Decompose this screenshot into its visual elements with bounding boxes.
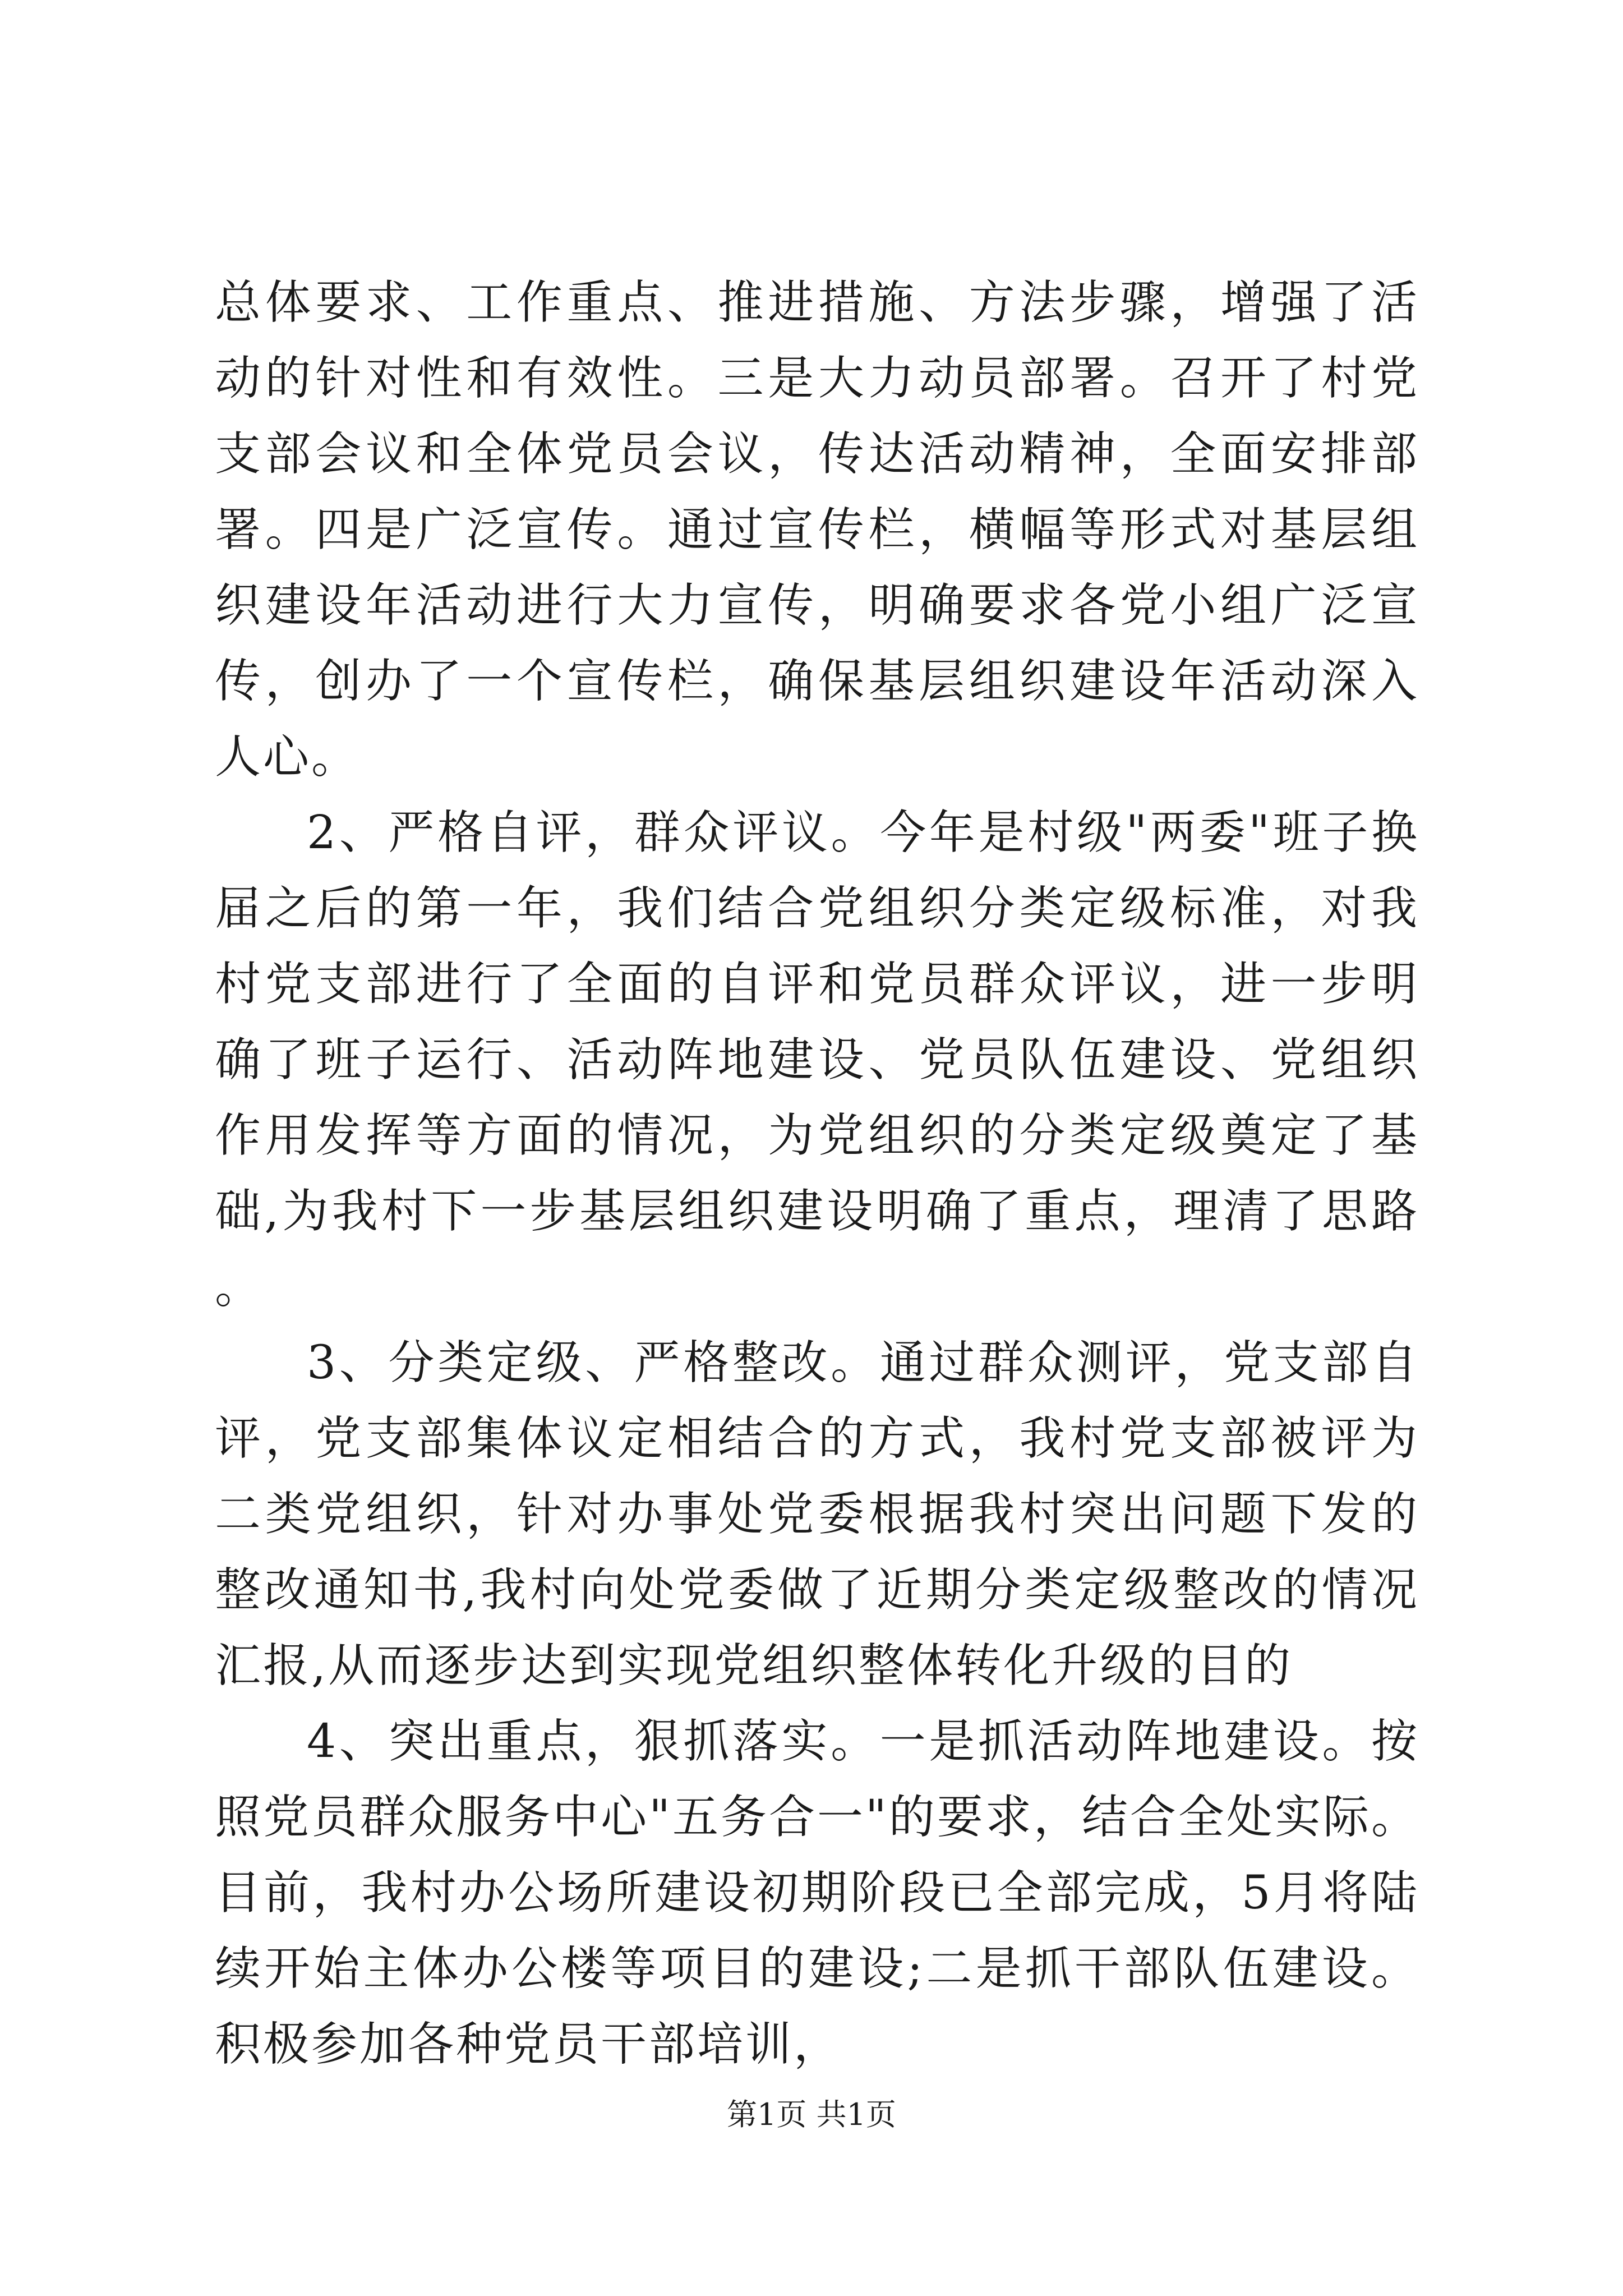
paragraph-4: 4、突出重点，狠抓落实。一是抓活动阵地建设。按照党员群众服务中心"五务合一"的要求，结合全处实际。目前，我村办公场所建设初期阶段已全部完成，5月将陆续开始主体办公楼等项目的建设;二是抓干部队伍建设。积极参加各种党员干部培训， xyxy=(215,1715,1419,2071)
page-footer xyxy=(0,2095,1623,2134)
paragraph-2: 2、严格自评，群众评议。今年是村级"两委"班子换届之后的第一年，我们结合党组织分类定级标准，对我村党支部进行了全面的自评和党员群众评议，进一步明确了班子运行、活动阵地建设、党员队伍建设、党组织作用发挥等方面的情况，为党组织的分类定级奠定了基础,为我村下一步基层组织建设明确了重点，理清了思路。 xyxy=(215,806,1419,1314)
paragraph-1: 总体要求、工作重点、推进措施、方法步骤，增强了活动的针对性和有效性。三是大力动员部署。召开了村党支部会议和全体党员会议，传达活动精神，全面安排部署。四是广泛宣传。通过宣传栏，横幅等形式对基层组织建设年活动进行大力宣传，明确要求各党小组广泛宣传，创办了一个宣传栏，确保基层组织建设年活动深入人心。 xyxy=(215,276,1419,784)
document-body xyxy=(215,265,1419,2082)
paragraph-3: 3、分类定级、严格整改。通过群众测评，党支部自评，党支部集体议定相结合的方式，我村党支部被评为二类党组织，针对办事处党委根据我村突出问题下发的整改通知书,我村向处党委做了近期分类定级整改的情况汇报,从而逐步达到实现党组织整体转化升级的目的 xyxy=(215,1336,1419,1692)
page-number-label: 第1页 共1页 xyxy=(727,2097,896,2132)
